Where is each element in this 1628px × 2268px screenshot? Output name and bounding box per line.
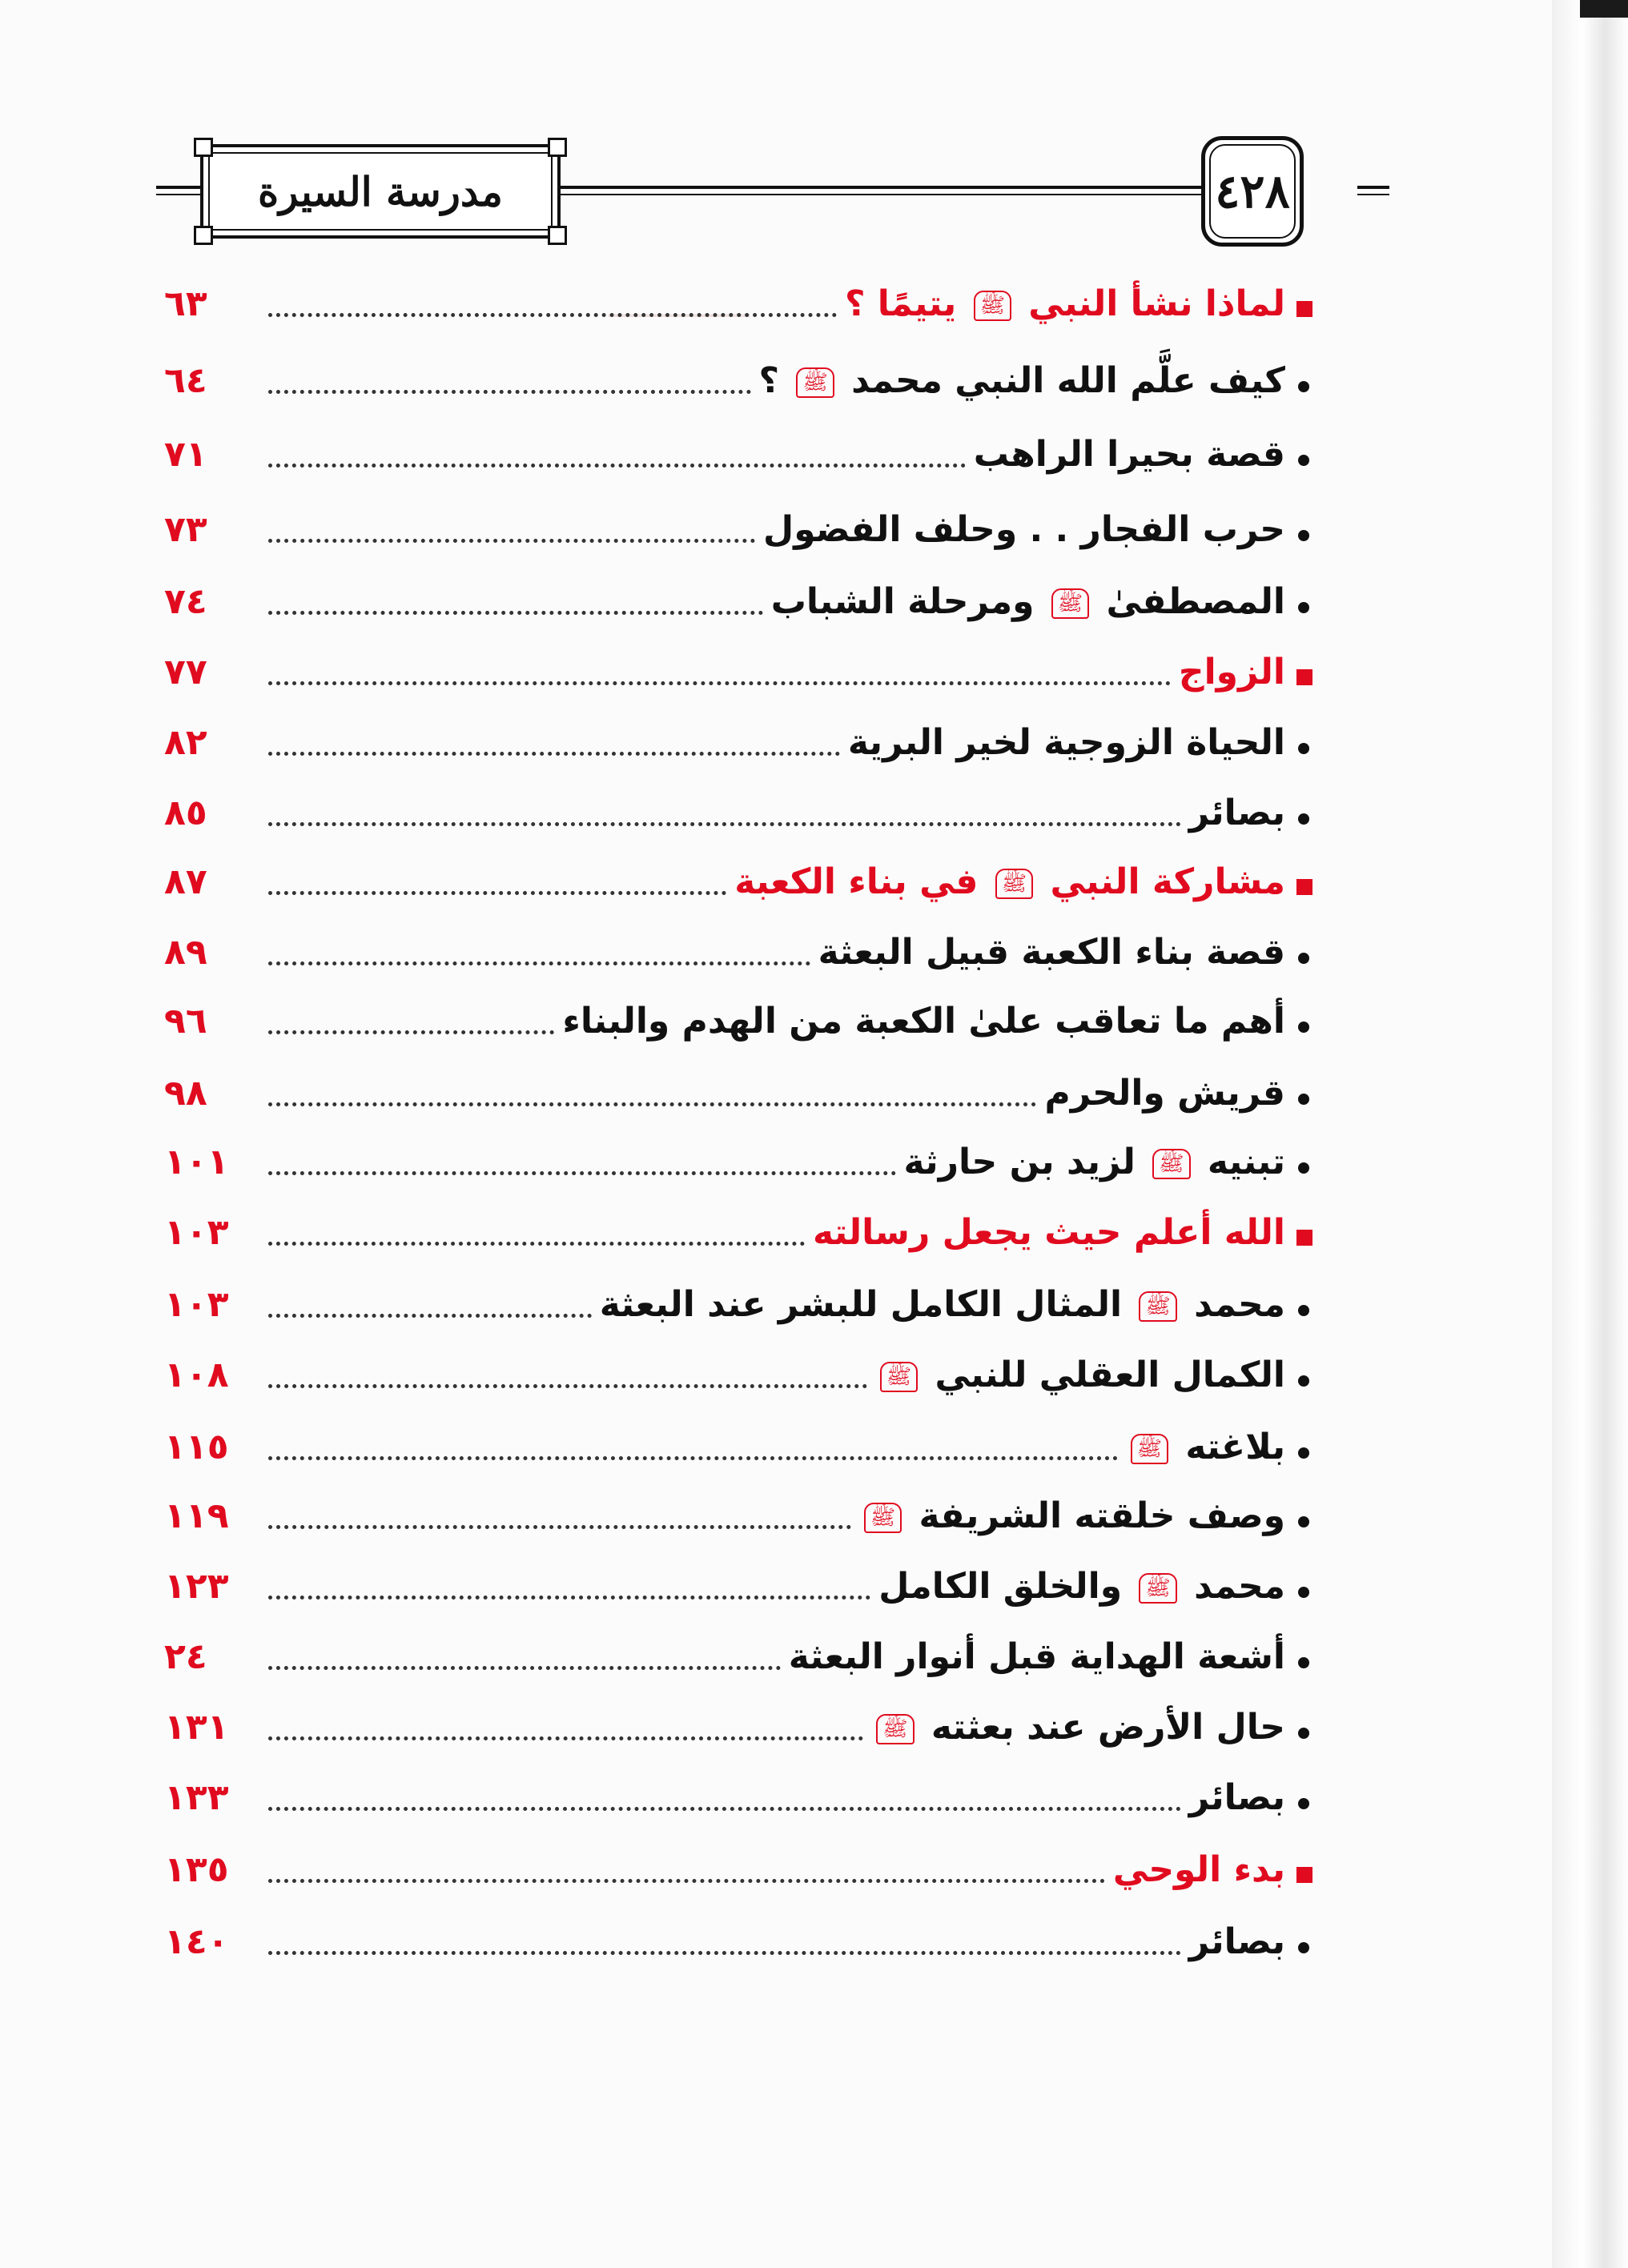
toc-page-number: ١٢٣	[164, 1566, 229, 1607]
red-square-bullet-icon	[1285, 1846, 1317, 1894]
toc-item-row	[164, 1617, 1317, 1681]
toc-page-number: ٧١	[164, 434, 207, 475]
dot-icon	[1298, 1447, 1309, 1459]
black-dot-bullet-icon	[1285, 357, 1317, 405]
black-dot-bullet-icon	[1285, 719, 1317, 767]
book-title: مدرسة السيرة	[258, 167, 503, 215]
toc-item-row	[164, 1265, 1317, 1329]
toc-entry-title: كيف علَّم الله النبي محمد ﷺ ؟	[758, 360, 1285, 401]
toc-entry-title: بلاغته ﷺ	[1118, 1423, 1285, 1471]
toc-entry-title: الزواج	[1178, 652, 1285, 692]
toc-section-row	[164, 632, 1317, 696]
black-dot-bullet-icon	[1285, 1351, 1317, 1399]
toc-page-number: ١٤٠	[164, 1921, 229, 1962]
honorific-calligraphy-icon: ﷺ	[1139, 1291, 1176, 1322]
dot-icon	[1298, 1375, 1309, 1387]
dot-leader	[268, 1666, 781, 1670]
toc-section-row	[164, 842, 1317, 906]
dot-leader	[268, 1242, 805, 1246]
black-dot-bullet-icon	[1285, 431, 1317, 479]
dot-icon	[1298, 455, 1309, 466]
toc-section-row	[164, 1830, 1317, 1894]
toc-page-number: ٩٨	[164, 1073, 207, 1114]
toc-entry-title: حرب الفجار . . وحلف الفضول	[763, 509, 1285, 550]
red-square-bullet-icon	[1285, 280, 1317, 328]
frame-corner-ornament	[194, 226, 213, 245]
dot-leader	[268, 1879, 1105, 1883]
page-number: ٤٢٨	[1215, 164, 1290, 219]
black-dot-bullet-icon	[1285, 1704, 1317, 1752]
toc-page-number: ٦٣	[164, 283, 207, 324]
dot-icon	[1298, 530, 1309, 541]
square-icon	[1296, 1867, 1312, 1883]
black-dot-bullet-icon	[1285, 1633, 1317, 1681]
header-rule	[156, 186, 204, 189]
toc-entry-title: بصائر	[1188, 1921, 1285, 1962]
toc-page-number: ٧٧	[164, 652, 207, 692]
toc-entry-title: قصة بناء الكعبة قبيل البعثة	[818, 932, 1285, 973]
toc-entry-title: بدء الوحي	[1112, 1849, 1285, 1890]
toc-entry-title: حال الأرض عند بعثته ﷺ	[863, 1704, 1285, 1752]
dot-icon	[1298, 813, 1309, 825]
toc-entry-title: بصائر	[1188, 793, 1285, 833]
black-dot-bullet-icon	[1285, 506, 1317, 554]
toc-entry-title: أهم ما تعاقب علىٰ الكعبة من الهدم والبناء	[562, 1001, 1285, 1042]
toc-entry-title: الحياة الزوجية لخير البرية	[847, 722, 1285, 763]
dot-icon	[1298, 1728, 1309, 1739]
dot-leader	[268, 1456, 1118, 1460]
toc-page-number: ١٠٨	[164, 1355, 229, 1395]
toc-item-row	[164, 1122, 1317, 1186]
honorific-calligraphy-icon: ﷺ	[1152, 1149, 1190, 1179]
frame-corner-ornament	[548, 226, 567, 245]
frame-corner-ornament	[194, 138, 213, 157]
toc-item-row	[164, 1476, 1317, 1540]
dot-icon	[1298, 1942, 1309, 1953]
toc-page-number: ٨٢	[164, 722, 207, 763]
toc-section-row	[164, 264, 1317, 328]
page-edge-shadow	[1580, 0, 1628, 18]
toc-entry-title: بصائر	[1188, 1777, 1285, 1818]
header-rule	[1357, 186, 1389, 189]
toc-item-row	[164, 773, 1317, 837]
toc-item-row	[164, 703, 1317, 767]
dot-icon	[1298, 1798, 1309, 1809]
dot-icon	[1298, 1094, 1309, 1105]
black-dot-bullet-icon	[1285, 929, 1317, 977]
honorific-calligraphy-icon: ﷺ	[876, 1714, 914, 1744]
dot-leader	[268, 539, 755, 543]
red-square-bullet-icon	[1285, 858, 1317, 906]
toc-entry-title: قصة بحيرا الراهب	[973, 434, 1285, 475]
dot-icon	[1298, 953, 1309, 964]
page-header	[156, 136, 1389, 256]
toc-item-row	[164, 341, 1317, 405]
black-dot-bullet-icon	[1285, 1492, 1317, 1540]
toc-section-row	[164, 1193, 1317, 1257]
honorific-calligraphy-icon: ﷺ	[864, 1503, 902, 1533]
dot-leader	[268, 961, 810, 965]
dot-leader	[268, 891, 726, 895]
square-icon	[1296, 1230, 1312, 1246]
header-rule	[561, 194, 1253, 195]
honorific-calligraphy-icon: ﷺ	[796, 367, 834, 398]
square-icon	[1296, 879, 1312, 895]
dot-icon	[1298, 1657, 1309, 1668]
honorific-calligraphy-icon: ﷺ	[1139, 1573, 1176, 1604]
dot-icon	[1298, 743, 1309, 754]
toc-page-number: ٩٦	[164, 1001, 207, 1042]
dot-leader	[268, 1102, 1036, 1106]
dot-leader	[268, 1951, 1181, 1955]
dot-icon	[1298, 1516, 1309, 1527]
black-dot-bullet-icon	[1285, 1423, 1317, 1471]
honorific-calligraphy-icon: ﷺ	[974, 291, 1011, 321]
dot-icon	[1298, 1162, 1309, 1174]
show-through-text: ـــــــــــــــ	[609, 288, 750, 325]
dot-icon	[1298, 1587, 1309, 1598]
page-number-frame	[1201, 136, 1304, 247]
honorific-calligraphy-icon: ﷺ	[1051, 588, 1089, 619]
honorific-calligraphy-icon: ﷺ	[1131, 1434, 1168, 1464]
toc-entry-title: محمد ﷺ والخلق الكامل	[878, 1566, 1285, 1607]
toc-item-row	[164, 1407, 1317, 1471]
toc-item-row	[164, 981, 1317, 1046]
book-title-frame	[200, 144, 561, 239]
toc-item-row	[164, 490, 1317, 554]
dot-leader	[268, 1736, 863, 1740]
black-dot-bullet-icon	[1285, 789, 1317, 837]
toc-page-number: ١٠٣	[164, 1212, 229, 1253]
dot-icon	[1298, 1022, 1309, 1033]
black-dot-bullet-icon	[1285, 1070, 1317, 1118]
toc-page-number: ١٣٥	[164, 1849, 229, 1890]
square-icon	[1296, 669, 1312, 685]
toc-entry-title: وصف خلقته الشريفة ﷺ	[851, 1492, 1285, 1540]
toc-entry-title: محمد ﷺ المثال الكامل للبشر عند البعثة	[599, 1284, 1285, 1325]
toc-entry-title: قريش والحرم	[1044, 1073, 1285, 1114]
dot-leader	[268, 822, 1181, 826]
black-dot-bullet-icon	[1285, 1563, 1317, 1611]
toc-page-number: ٨٩	[164, 932, 207, 973]
honorific-calligraphy-icon: ﷺ	[880, 1362, 918, 1392]
toc-entry-title: الكمال العقلي للنبي ﷺ	[867, 1351, 1285, 1399]
frame-corner-ornament	[548, 138, 567, 157]
toc-item-row	[164, 562, 1317, 626]
toc-page-number: ١٠٣	[164, 1284, 229, 1325]
toc-item-row	[164, 415, 1317, 479]
toc-page-number: ١٠١	[164, 1142, 229, 1182]
toc-page-number: ٦٤	[164, 360, 207, 401]
toc-page-number: ١١٥	[164, 1427, 229, 1467]
square-icon	[1296, 301, 1312, 317]
toc-page-number: ٨٥	[164, 793, 207, 833]
dot-leader	[268, 1030, 554, 1034]
toc-item-row	[164, 1335, 1317, 1399]
header-rule	[156, 194, 204, 195]
red-square-bullet-icon	[1285, 1209, 1317, 1257]
dot-leader	[268, 1525, 851, 1529]
toc-page-number: ١١٩	[164, 1495, 229, 1536]
toc-item-row	[164, 1054, 1317, 1118]
black-dot-bullet-icon	[1285, 998, 1317, 1046]
header-rule	[1357, 194, 1389, 195]
black-dot-bullet-icon	[1285, 1918, 1317, 1966]
toc-page-number: ٨٧	[164, 861, 207, 902]
dot-leader	[268, 1171, 896, 1175]
toc-entry-title: الله أعلم حيث يجعل رسالته	[812, 1212, 1285, 1253]
dot-leader	[268, 464, 966, 468]
dot-leader	[268, 390, 751, 394]
toc-page-number: ٧٤	[164, 581, 207, 622]
toc-entry-title: مشاركة النبي ﷺ في بناء الكعبة	[734, 861, 1285, 902]
black-dot-bullet-icon	[1285, 1138, 1317, 1186]
dot-icon	[1298, 602, 1309, 613]
toc-page-number: ١٣١	[164, 1707, 229, 1748]
toc-page-number: ٢٤	[164, 1636, 207, 1677]
toc-entry-title: لماذا نشأ النبي ﷺ يتيمًا ؟	[844, 283, 1285, 324]
dot-leader	[268, 1807, 1181, 1811]
black-dot-bullet-icon	[1285, 1774, 1317, 1822]
dot-leader	[268, 752, 840, 756]
page-edge	[1552, 0, 1628, 2268]
header-rule	[561, 186, 1253, 189]
black-dot-bullet-icon	[1285, 1281, 1317, 1329]
toc-entry-title: تبنيه ﷺ لزيد بن حارثة	[903, 1142, 1285, 1182]
toc-page-number: ٧٣	[164, 509, 207, 550]
toc-item-row	[164, 1547, 1317, 1611]
toc-entry-title: أشعة الهداية قبل أنوار البعثة	[788, 1636, 1285, 1677]
dot-leader	[268, 313, 837, 317]
dot-leader	[268, 1314, 592, 1318]
red-square-bullet-icon	[1285, 648, 1317, 696]
toc-page-number: ١٣٣	[164, 1777, 229, 1818]
dot-leader	[268, 1384, 867, 1388]
black-dot-bullet-icon	[1285, 578, 1317, 626]
toc-item-row	[164, 1902, 1317, 1966]
toc-item-row	[164, 913, 1317, 977]
dot-leader	[268, 1596, 870, 1600]
honorific-calligraphy-icon: ﷺ	[995, 869, 1033, 899]
dot-leader	[268, 611, 763, 615]
toc-item-row	[164, 1758, 1317, 1822]
toc-entry-title: المصطفىٰ ﷺ ومرحلة الشباب	[770, 581, 1285, 622]
dot-leader	[268, 681, 1171, 685]
dot-icon	[1298, 381, 1309, 392]
dot-icon	[1298, 1305, 1309, 1316]
toc-item-row	[164, 1688, 1317, 1752]
